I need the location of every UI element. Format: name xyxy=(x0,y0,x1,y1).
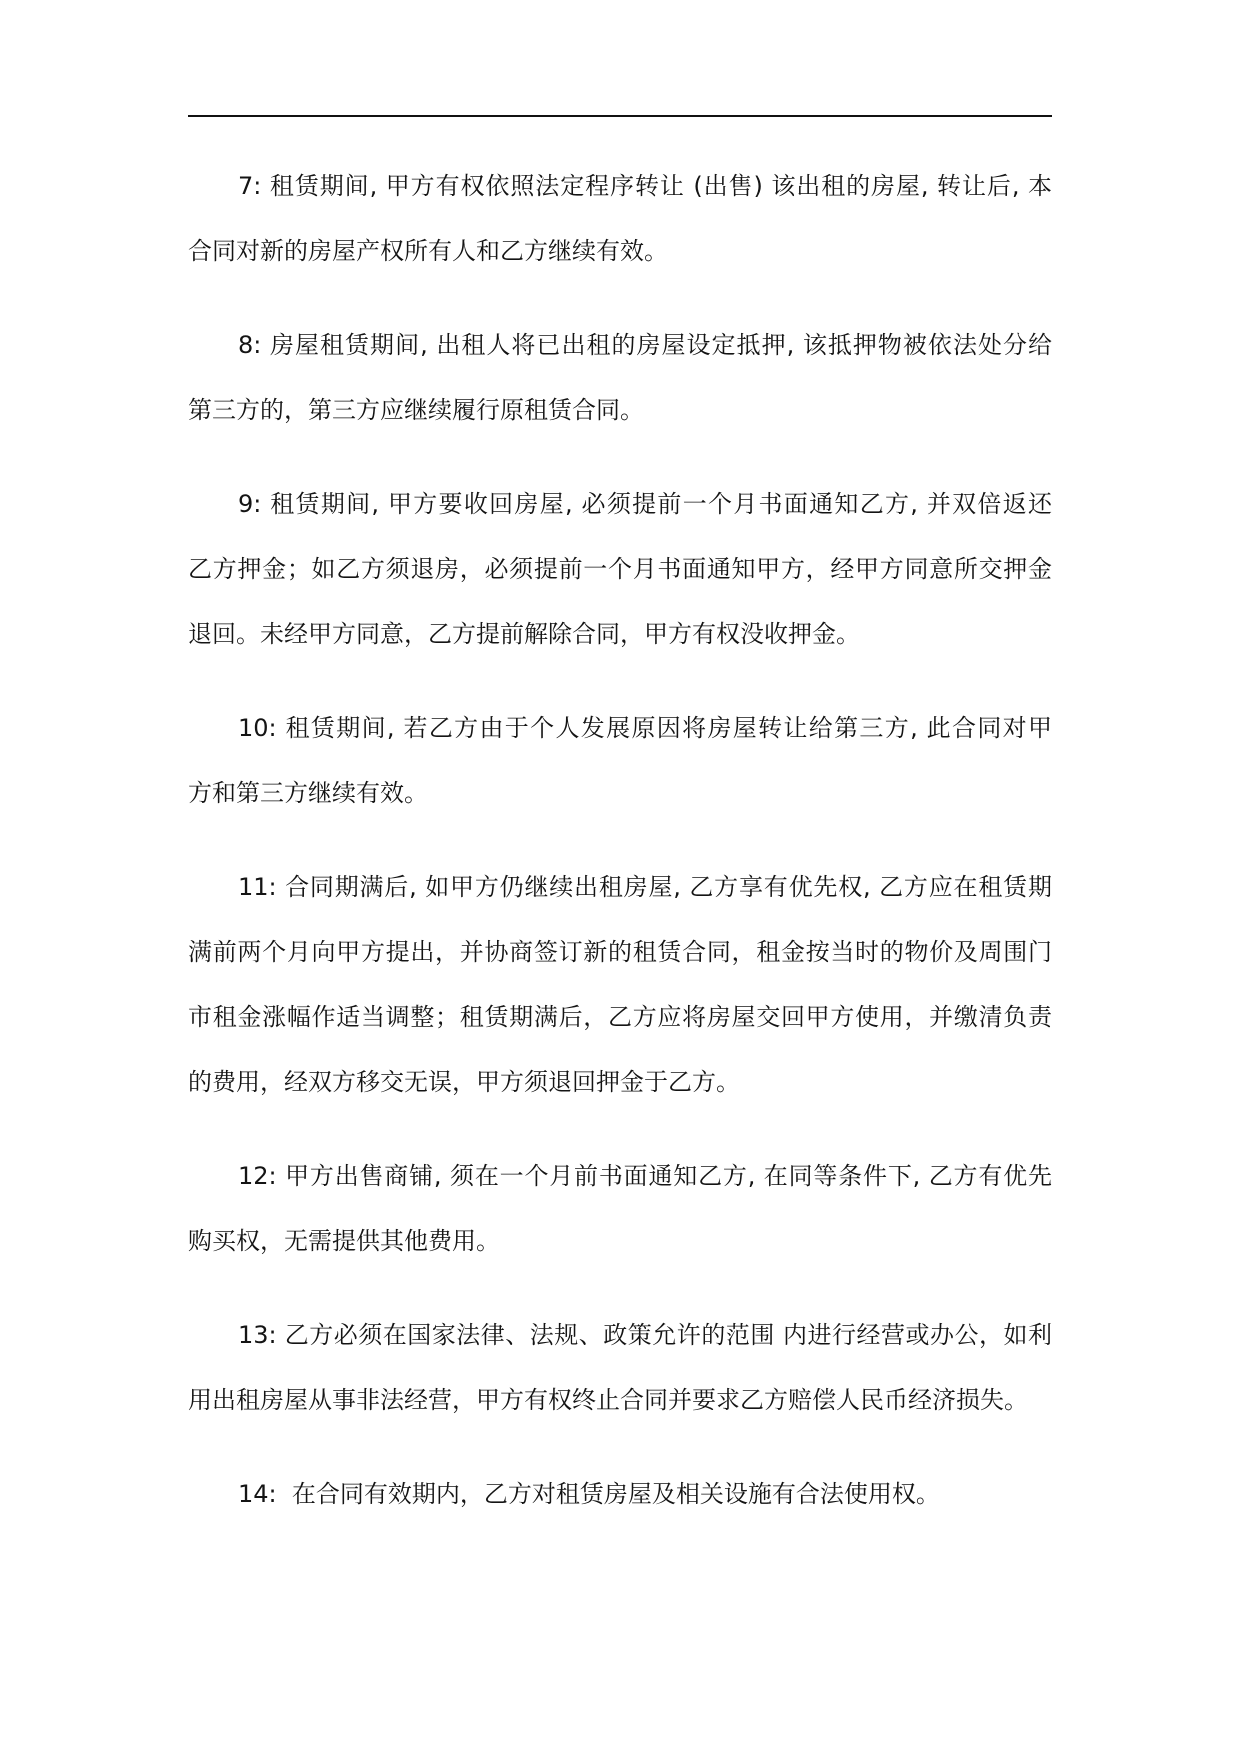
clause-11-line-3: 市租金涨幅作适当调整；租赁期满后，乙方应将房屋交回甲方使用，并缴清负责 xyxy=(188,1003,1052,1031)
clause-13-line-1: 13: 乙方必须在国家法律、法规、政策允许的范围 内进行经营或办公，如利 xyxy=(238,1321,1052,1349)
clause-12-line-2: 购买权，无需提供其他费用。 xyxy=(188,1227,500,1255)
clause-12-line-1: 12: 甲方出售商铺, 须在一个月前书面通知乙方, 在同等条件下, 乙方有优先 xyxy=(238,1162,1052,1190)
clause-11 xyxy=(188,855,1052,1115)
clause-7 xyxy=(188,154,1052,284)
clause-9-line-2: 乙方押金；如乙方须退房，必须提前一个月书面通知甲方，经甲方同意所交押金 xyxy=(188,555,1052,583)
clause-12 xyxy=(188,1144,1052,1274)
clause-11-line-1: 11: 合同期满后, 如甲方仍继续出租房屋, 乙方享有优先权, 乙方应在租赁期 xyxy=(238,873,1052,901)
document-body xyxy=(188,154,1052,1556)
clause-9-line-3: 退回。未经甲方同意，乙方提前解除合同，甲方有权没收押金。 xyxy=(188,620,860,648)
clause-11-line-2: 满前两个月向甲方提出，并协商签订新的租赁合同，租金按当时的物价及周围门 xyxy=(188,938,1052,966)
clause-11-line-4: 的费用，经双方移交无误，甲方须退回押金于乙方。 xyxy=(188,1068,740,1096)
clause-14 xyxy=(188,1462,1052,1527)
clause-9 xyxy=(188,472,1052,667)
header-rule xyxy=(188,115,1052,117)
clause-14-line-1: 14: 在合同有效期内，乙方对租赁房屋及相关设施有合法使用权。 xyxy=(238,1480,940,1508)
clause-8 xyxy=(188,313,1052,443)
clause-7-line-1: 7: 租赁期间, 甲方有权依照法定程序转让 (出售) 该出租的房屋, 转让后, 本 xyxy=(238,172,1052,200)
clause-10-line-1: 10: 租赁期间, 若乙方由于个人发展原因将房屋转让给第三方, 此合同对甲 xyxy=(238,714,1052,742)
clause-10 xyxy=(188,696,1052,826)
clause-9-line-1: 9: 租赁期间, 甲方要收回房屋, 必须提前一个月书面通知乙方, 并双倍返还 xyxy=(238,490,1052,518)
clause-8-line-2: 第三方的，第三方应继续履行原租赁合同。 xyxy=(188,396,644,424)
clause-13-line-2: 用出租房屋从事非法经营，甲方有权终止合同并要求乙方赔偿人民币经济损失。 xyxy=(188,1386,1028,1414)
clause-13 xyxy=(188,1303,1052,1433)
clause-8-line-1: 8: 房屋租赁期间, 出租人将已出租的房屋设定抵押, 该抵押物被依法处分给 xyxy=(238,331,1052,359)
clause-10-line-2: 方和第三方继续有效。 xyxy=(188,779,428,807)
clause-7-line-2: 合同对新的房屋产权所有人和乙方继续有效。 xyxy=(188,237,668,265)
